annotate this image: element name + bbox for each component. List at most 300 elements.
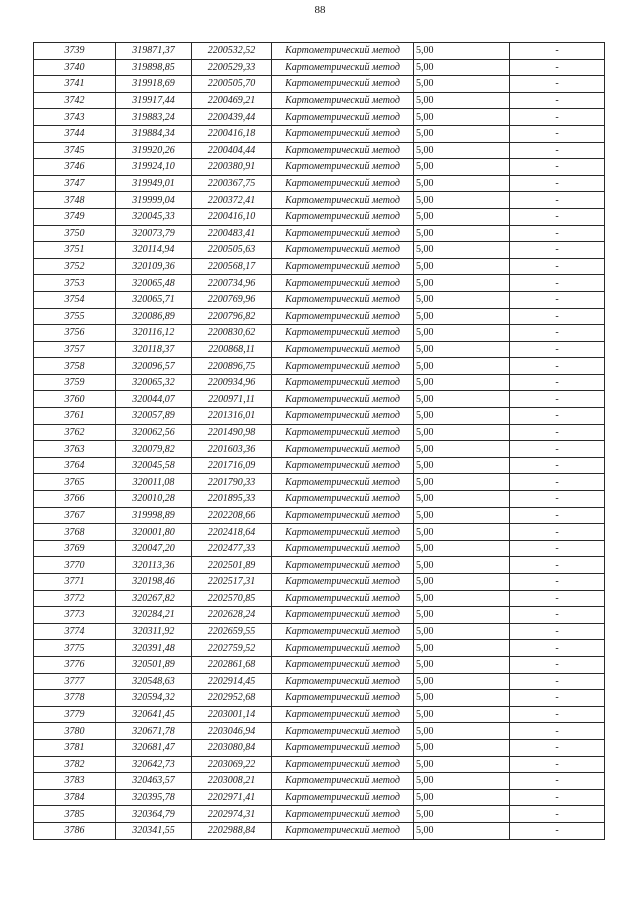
- point-number-cell: 3742: [34, 92, 116, 109]
- table-row: [34, 557, 605, 574]
- x-coordinate-cell: 320065,48: [116, 275, 192, 292]
- method-cell: Картометрический метод: [272, 208, 414, 225]
- x-coordinate-cell: 319918,69: [116, 76, 192, 93]
- table-row: [34, 341, 605, 358]
- accuracy-cell: 5,00: [414, 540, 510, 557]
- method-cell: Картометрический метод: [272, 739, 414, 756]
- accuracy-cell: 5,00: [414, 739, 510, 756]
- point-number-cell: 3763: [34, 441, 116, 458]
- table-row: [34, 308, 605, 325]
- table-row: [34, 590, 605, 607]
- point-number-cell: 3761: [34, 408, 116, 425]
- table-row: [34, 125, 605, 142]
- description-cell: -: [510, 142, 605, 159]
- x-coordinate-cell: 320116,12: [116, 325, 192, 342]
- description-cell: -: [510, 374, 605, 391]
- table-row: [34, 723, 605, 740]
- method-cell: Картометрический метод: [272, 540, 414, 557]
- table-row: [34, 408, 605, 425]
- table-row: [34, 159, 605, 176]
- y-coordinate-cell: 2202501,89: [192, 557, 272, 574]
- point-number-cell: 3764: [34, 457, 116, 474]
- method-cell: Картометрический метод: [272, 441, 414, 458]
- y-coordinate-cell: 2202759,52: [192, 640, 272, 657]
- x-coordinate-cell: 320114,94: [116, 242, 192, 259]
- point-number-cell: 3766: [34, 491, 116, 508]
- description-cell: -: [510, 408, 605, 425]
- y-coordinate-cell: 2202418,64: [192, 524, 272, 541]
- x-coordinate-cell: 320341,55: [116, 822, 192, 839]
- x-coordinate-cell: 320391,48: [116, 640, 192, 657]
- table-row: [34, 739, 605, 756]
- table-row: [34, 457, 605, 474]
- table-row: [34, 424, 605, 441]
- y-coordinate-cell: 2200469,21: [192, 92, 272, 109]
- method-cell: Картометрический метод: [272, 275, 414, 292]
- method-cell: Картометрический метод: [272, 159, 414, 176]
- table-row: [34, 574, 605, 591]
- method-cell: Картометрический метод: [272, 773, 414, 790]
- x-coordinate-cell: 320079,82: [116, 441, 192, 458]
- method-cell: Картометрический метод: [272, 391, 414, 408]
- description-cell: -: [510, 341, 605, 358]
- description-cell: -: [510, 623, 605, 640]
- point-number-cell: 3779: [34, 706, 116, 723]
- description-cell: -: [510, 76, 605, 93]
- description-cell: -: [510, 822, 605, 839]
- x-coordinate-cell: 320045,33: [116, 208, 192, 225]
- method-cell: Картометрический метод: [272, 789, 414, 806]
- table-row: [34, 507, 605, 524]
- accuracy-cell: 5,00: [414, 92, 510, 109]
- coordinates-table-body: [34, 43, 605, 840]
- x-coordinate-cell: 320641,45: [116, 706, 192, 723]
- method-cell: Картометрический метод: [272, 258, 414, 275]
- method-cell: Картометрический метод: [272, 175, 414, 192]
- accuracy-cell: 5,00: [414, 125, 510, 142]
- point-number-cell: 3750: [34, 225, 116, 242]
- point-number-cell: 3745: [34, 142, 116, 159]
- description-cell: -: [510, 756, 605, 773]
- table-row: [34, 225, 605, 242]
- method-cell: Картометрический метод: [272, 225, 414, 242]
- x-coordinate-cell: 320364,79: [116, 806, 192, 823]
- description-cell: -: [510, 656, 605, 673]
- point-number-cell: 3753: [34, 275, 116, 292]
- point-number-cell: 3777: [34, 673, 116, 690]
- accuracy-cell: 5,00: [414, 590, 510, 607]
- x-coordinate-cell: 320198,46: [116, 574, 192, 591]
- y-coordinate-cell: 2200416,10: [192, 208, 272, 225]
- y-coordinate-cell: 2200372,41: [192, 192, 272, 209]
- x-coordinate-cell: 320045,58: [116, 457, 192, 474]
- y-coordinate-cell: 2200796,82: [192, 308, 272, 325]
- page-number: 88: [314, 4, 326, 16]
- point-number-cell: 3747: [34, 175, 116, 192]
- y-coordinate-cell: 2200380,91: [192, 159, 272, 176]
- description-cell: -: [510, 507, 605, 524]
- y-coordinate-cell: 2200734,96: [192, 275, 272, 292]
- accuracy-cell: 5,00: [414, 408, 510, 425]
- description-cell: -: [510, 391, 605, 408]
- accuracy-cell: 5,00: [414, 76, 510, 93]
- method-cell: Картометрический метод: [272, 690, 414, 707]
- y-coordinate-cell: 2202659,55: [192, 623, 272, 640]
- accuracy-cell: 5,00: [414, 607, 510, 624]
- point-number-cell: 3783: [34, 773, 116, 790]
- x-coordinate-cell: 320463,57: [116, 773, 192, 790]
- method-cell: Картометрический метод: [272, 408, 414, 425]
- method-cell: Картометрический метод: [272, 109, 414, 126]
- accuracy-cell: 5,00: [414, 43, 510, 60]
- accuracy-cell: 5,00: [414, 325, 510, 342]
- y-coordinate-cell: 2201490,98: [192, 424, 272, 441]
- accuracy-cell: 5,00: [414, 242, 510, 259]
- table-row: [34, 291, 605, 308]
- accuracy-cell: 5,00: [414, 507, 510, 524]
- x-coordinate-cell: 319920,26: [116, 142, 192, 159]
- point-number-cell: 3746: [34, 159, 116, 176]
- table-row: [34, 607, 605, 624]
- accuracy-cell: 5,00: [414, 723, 510, 740]
- x-coordinate-cell: 320065,71: [116, 291, 192, 308]
- accuracy-cell: 5,00: [414, 806, 510, 823]
- x-coordinate-cell: 320073,79: [116, 225, 192, 242]
- y-coordinate-cell: 2202988,84: [192, 822, 272, 839]
- y-coordinate-cell: 2203008,21: [192, 773, 272, 790]
- y-coordinate-cell: 2200532,52: [192, 43, 272, 60]
- description-cell: -: [510, 474, 605, 491]
- method-cell: Картометрический метод: [272, 491, 414, 508]
- method-cell: Картометрический метод: [272, 59, 414, 76]
- x-coordinate-cell: 319883,24: [116, 109, 192, 126]
- method-cell: Картометрический метод: [272, 92, 414, 109]
- method-cell: Картометрический метод: [272, 524, 414, 541]
- description-cell: -: [510, 441, 605, 458]
- method-cell: Картометрический метод: [272, 623, 414, 640]
- y-coordinate-cell: 2200367,75: [192, 175, 272, 192]
- accuracy-cell: 5,00: [414, 391, 510, 408]
- method-cell: Картометрический метод: [272, 76, 414, 93]
- accuracy-cell: 5,00: [414, 756, 510, 773]
- table-row: [34, 474, 605, 491]
- table-row: [34, 325, 605, 342]
- point-number-cell: 3774: [34, 623, 116, 640]
- y-coordinate-cell: 2201316,01: [192, 408, 272, 425]
- accuracy-cell: 5,00: [414, 308, 510, 325]
- y-coordinate-cell: 2203001,14: [192, 706, 272, 723]
- x-coordinate-cell: 319999,04: [116, 192, 192, 209]
- x-coordinate-cell: 320047,20: [116, 540, 192, 557]
- y-coordinate-cell: 2200529,33: [192, 59, 272, 76]
- x-coordinate-cell: 319898,85: [116, 59, 192, 76]
- method-cell: Картометрический метод: [272, 125, 414, 142]
- point-number-cell: 3759: [34, 374, 116, 391]
- y-coordinate-cell: 2200568,17: [192, 258, 272, 275]
- method-cell: Картометрический метод: [272, 756, 414, 773]
- accuracy-cell: 5,00: [414, 441, 510, 458]
- coordinates-table: [33, 42, 605, 840]
- method-cell: Картометрический метод: [272, 358, 414, 375]
- table-row: [34, 374, 605, 391]
- table-row: [34, 690, 605, 707]
- y-coordinate-cell: 2202861,68: [192, 656, 272, 673]
- description-cell: -: [510, 175, 605, 192]
- description-cell: -: [510, 574, 605, 591]
- table-row: [34, 773, 605, 790]
- y-coordinate-cell: 2202952,68: [192, 690, 272, 707]
- method-cell: Картометрический метод: [272, 723, 414, 740]
- description-cell: -: [510, 673, 605, 690]
- x-coordinate-cell: 320044,07: [116, 391, 192, 408]
- y-coordinate-cell: 2200971,11: [192, 391, 272, 408]
- y-coordinate-cell: 2202570,85: [192, 590, 272, 607]
- x-coordinate-cell: 320057,89: [116, 408, 192, 425]
- y-coordinate-cell: 2202914,45: [192, 673, 272, 690]
- point-number-cell: 3758: [34, 358, 116, 375]
- accuracy-cell: 5,00: [414, 192, 510, 209]
- description-cell: -: [510, 109, 605, 126]
- y-coordinate-cell: 2202477,33: [192, 540, 272, 557]
- y-coordinate-cell: 2203069,22: [192, 756, 272, 773]
- point-number-cell: 3770: [34, 557, 116, 574]
- description-cell: -: [510, 590, 605, 607]
- y-coordinate-cell: 2200439,44: [192, 109, 272, 126]
- accuracy-cell: 5,00: [414, 706, 510, 723]
- accuracy-cell: 5,00: [414, 773, 510, 790]
- x-coordinate-cell: 320671,78: [116, 723, 192, 740]
- y-coordinate-cell: 2200868,11: [192, 341, 272, 358]
- accuracy-cell: 5,00: [414, 275, 510, 292]
- x-coordinate-cell: 319871,37: [116, 43, 192, 60]
- point-number-cell: 3757: [34, 341, 116, 358]
- point-number-cell: 3741: [34, 76, 116, 93]
- y-coordinate-cell: 2200404,44: [192, 142, 272, 159]
- point-number-cell: 3786: [34, 822, 116, 839]
- accuracy-cell: 5,00: [414, 358, 510, 375]
- y-coordinate-cell: 2202628,24: [192, 607, 272, 624]
- x-coordinate-cell: 320113,36: [116, 557, 192, 574]
- table-row: [34, 640, 605, 657]
- description-cell: -: [510, 773, 605, 790]
- point-number-cell: 3769: [34, 540, 116, 557]
- x-coordinate-cell: 320086,89: [116, 308, 192, 325]
- description-cell: -: [510, 457, 605, 474]
- x-coordinate-cell: 319884,34: [116, 125, 192, 142]
- x-coordinate-cell: 320681,47: [116, 739, 192, 756]
- accuracy-cell: 5,00: [414, 574, 510, 591]
- accuracy-cell: 5,00: [414, 457, 510, 474]
- point-number-cell: 3743: [34, 109, 116, 126]
- description-cell: -: [510, 557, 605, 574]
- point-number-cell: 3782: [34, 756, 116, 773]
- method-cell: Картометрический метод: [272, 308, 414, 325]
- point-number-cell: 3765: [34, 474, 116, 491]
- y-coordinate-cell: 2200483,41: [192, 225, 272, 242]
- accuracy-cell: 5,00: [414, 142, 510, 159]
- method-cell: Картометрический метод: [272, 656, 414, 673]
- accuracy-cell: 5,00: [414, 159, 510, 176]
- point-number-cell: 3749: [34, 208, 116, 225]
- table-row: [34, 43, 605, 60]
- point-number-cell: 3739: [34, 43, 116, 60]
- x-coordinate-cell: 319998,89: [116, 507, 192, 524]
- y-coordinate-cell: 2200769,96: [192, 291, 272, 308]
- point-number-cell: 3776: [34, 656, 116, 673]
- point-number-cell: 3771: [34, 574, 116, 591]
- accuracy-cell: 5,00: [414, 690, 510, 707]
- method-cell: Картометрический метод: [272, 341, 414, 358]
- table-row: [34, 822, 605, 839]
- table-row: [34, 275, 605, 292]
- description-cell: -: [510, 258, 605, 275]
- point-number-cell: 3752: [34, 258, 116, 275]
- y-coordinate-cell: 2200830,62: [192, 325, 272, 342]
- table-row: [34, 524, 605, 541]
- table-row: [34, 109, 605, 126]
- description-cell: -: [510, 192, 605, 209]
- point-number-cell: 3773: [34, 607, 116, 624]
- accuracy-cell: 5,00: [414, 341, 510, 358]
- y-coordinate-cell: 2202974,31: [192, 806, 272, 823]
- description-cell: -: [510, 308, 605, 325]
- method-cell: Картометрический метод: [272, 806, 414, 823]
- description-cell: -: [510, 92, 605, 109]
- x-coordinate-cell: 320011,08: [116, 474, 192, 491]
- x-coordinate-cell: 320109,36: [116, 258, 192, 275]
- method-cell: Картометрический метод: [272, 474, 414, 491]
- point-number-cell: 3775: [34, 640, 116, 657]
- accuracy-cell: 5,00: [414, 109, 510, 126]
- method-cell: Картометрический метод: [272, 325, 414, 342]
- table-row: [34, 656, 605, 673]
- point-number-cell: 3755: [34, 308, 116, 325]
- x-coordinate-cell: 320096,57: [116, 358, 192, 375]
- point-number-cell: 3762: [34, 424, 116, 441]
- accuracy-cell: 5,00: [414, 789, 510, 806]
- description-cell: -: [510, 291, 605, 308]
- x-coordinate-cell: 320311,92: [116, 623, 192, 640]
- method-cell: Картометрический метод: [272, 574, 414, 591]
- accuracy-cell: 5,00: [414, 474, 510, 491]
- accuracy-cell: 5,00: [414, 623, 510, 640]
- y-coordinate-cell: 2200896,75: [192, 358, 272, 375]
- method-cell: Картометрический метод: [272, 822, 414, 839]
- description-cell: -: [510, 607, 605, 624]
- method-cell: Картометрический метод: [272, 673, 414, 690]
- accuracy-cell: 5,00: [414, 822, 510, 839]
- method-cell: Картометрический метод: [272, 142, 414, 159]
- x-coordinate-cell: 320501,89: [116, 656, 192, 673]
- table-row: [34, 491, 605, 508]
- accuracy-cell: 5,00: [414, 491, 510, 508]
- x-coordinate-cell: 320548,63: [116, 673, 192, 690]
- accuracy-cell: 5,00: [414, 656, 510, 673]
- description-cell: -: [510, 706, 605, 723]
- y-coordinate-cell: 2201603,36: [192, 441, 272, 458]
- x-coordinate-cell: 319924,10: [116, 159, 192, 176]
- description-cell: -: [510, 275, 605, 292]
- accuracy-cell: 5,00: [414, 175, 510, 192]
- table-row: [34, 208, 605, 225]
- table-row: [34, 59, 605, 76]
- description-cell: -: [510, 789, 605, 806]
- accuracy-cell: 5,00: [414, 673, 510, 690]
- point-number-cell: 3751: [34, 242, 116, 259]
- description-cell: -: [510, 43, 605, 60]
- y-coordinate-cell: 2201716,09: [192, 457, 272, 474]
- table-row: [34, 175, 605, 192]
- x-coordinate-cell: 319917,44: [116, 92, 192, 109]
- method-cell: Картометрический метод: [272, 640, 414, 657]
- point-number-cell: 3754: [34, 291, 116, 308]
- method-cell: Картометрический метод: [272, 43, 414, 60]
- point-number-cell: 3784: [34, 789, 116, 806]
- y-coordinate-cell: 2202971,41: [192, 789, 272, 806]
- point-number-cell: 3767: [34, 507, 116, 524]
- description-cell: -: [510, 806, 605, 823]
- table-row: [34, 540, 605, 557]
- table-row: [34, 789, 605, 806]
- y-coordinate-cell: 2201895,33: [192, 491, 272, 508]
- point-number-cell: 3778: [34, 690, 116, 707]
- description-cell: -: [510, 358, 605, 375]
- description-cell: -: [510, 225, 605, 242]
- accuracy-cell: 5,00: [414, 225, 510, 242]
- y-coordinate-cell: 2201790,33: [192, 474, 272, 491]
- y-coordinate-cell: 2203080,84: [192, 739, 272, 756]
- x-coordinate-cell: 320395,78: [116, 789, 192, 806]
- accuracy-cell: 5,00: [414, 524, 510, 541]
- table-row: [34, 623, 605, 640]
- x-coordinate-cell: 320642,73: [116, 756, 192, 773]
- description-cell: -: [510, 491, 605, 508]
- table-row: [34, 76, 605, 93]
- accuracy-cell: 5,00: [414, 291, 510, 308]
- point-number-cell: 3772: [34, 590, 116, 607]
- table-row: [34, 706, 605, 723]
- x-coordinate-cell: 320118,37: [116, 341, 192, 358]
- method-cell: Картометрический метод: [272, 706, 414, 723]
- x-coordinate-cell: 320284,21: [116, 607, 192, 624]
- y-coordinate-cell: 2200505,70: [192, 76, 272, 93]
- point-number-cell: 3756: [34, 325, 116, 342]
- method-cell: Картометрический метод: [272, 424, 414, 441]
- accuracy-cell: 5,00: [414, 640, 510, 657]
- point-number-cell: 3748: [34, 192, 116, 209]
- method-cell: Картометрический метод: [272, 457, 414, 474]
- accuracy-cell: 5,00: [414, 59, 510, 76]
- description-cell: -: [510, 59, 605, 76]
- description-cell: -: [510, 690, 605, 707]
- table-row: [34, 756, 605, 773]
- y-coordinate-cell: 2202517,31: [192, 574, 272, 591]
- accuracy-cell: 5,00: [414, 208, 510, 225]
- method-cell: Картометрический метод: [272, 507, 414, 524]
- point-number-cell: 3760: [34, 391, 116, 408]
- description-cell: -: [510, 723, 605, 740]
- x-coordinate-cell: 320065,32: [116, 374, 192, 391]
- description-cell: -: [510, 640, 605, 657]
- point-number-cell: 3744: [34, 125, 116, 142]
- x-coordinate-cell: 320001,80: [116, 524, 192, 541]
- method-cell: Картометрический метод: [272, 242, 414, 259]
- method-cell: Картометрический метод: [272, 291, 414, 308]
- description-cell: -: [510, 242, 605, 259]
- table-row: [34, 192, 605, 209]
- accuracy-cell: 5,00: [414, 258, 510, 275]
- description-cell: -: [510, 424, 605, 441]
